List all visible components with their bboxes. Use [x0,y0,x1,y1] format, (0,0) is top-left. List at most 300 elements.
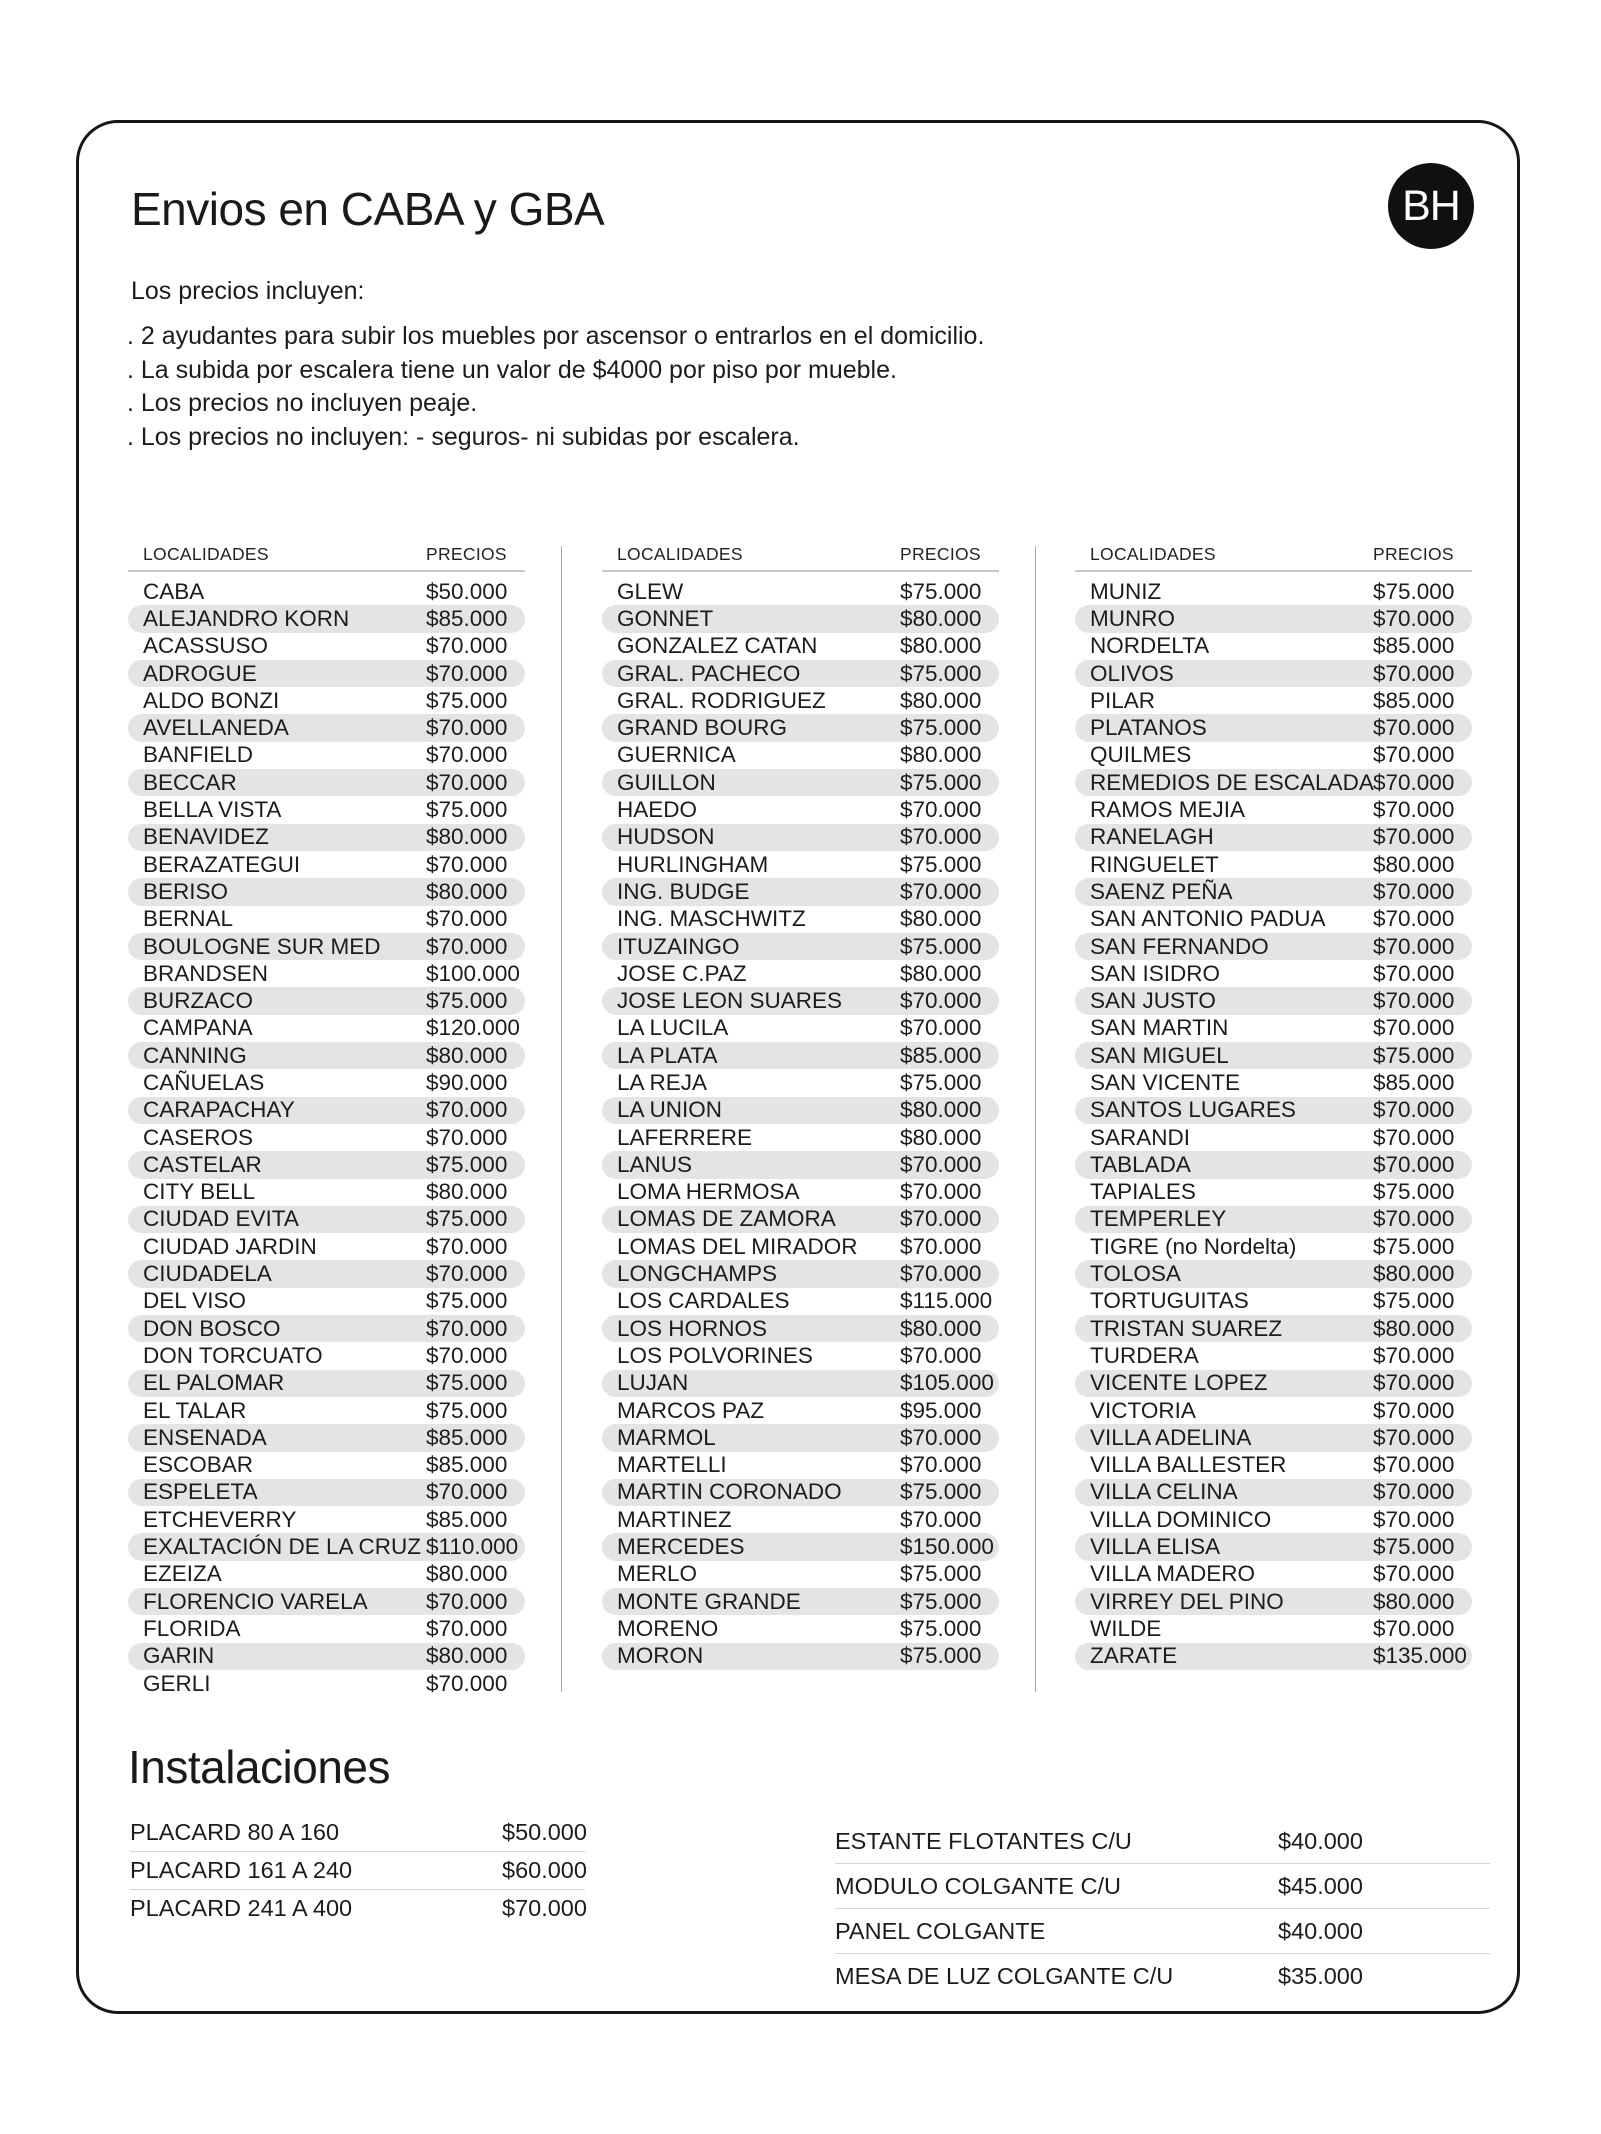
locality-name: LOS CARDALES [617,1288,790,1314]
locality-price: $70.000 [426,1233,508,1259]
locality-price: $85.000 [426,1506,508,1532]
price-row [1075,1233,1472,1260]
price-row [602,714,999,741]
price-rows [1075,578,1472,1670]
price-row [128,1533,525,1560]
locality-price: $80.000 [900,1097,982,1123]
installations-title: Instalaciones [128,1741,390,1793]
price-row [602,1015,999,1042]
locality-price: $80.000 [1373,1315,1455,1341]
locality-name: MORON [617,1643,704,1669]
locality-name: GUILLON [617,769,716,795]
locality-name: LONGCHAMPS [617,1261,778,1287]
price-row [128,1179,525,1206]
intro-bullet: . La subida por escalera tiene un valor de $4000 por piso por mueble. [127,355,897,384]
locality-name: SAN FERNANDO [1090,933,1269,959]
price-row [602,824,999,851]
price-row [1075,605,1472,632]
price-row [1075,1561,1472,1588]
locality-name: VIRREY DEL PINO [1090,1588,1284,1614]
locality-price: $75.000 [900,715,982,741]
locality-name: GERLI [143,1670,211,1696]
locality-price: $110.000 [426,1534,519,1560]
price-column-header [602,538,999,572]
locality-name: CARAPACHAY [143,1097,295,1123]
locality-price: $80.000 [426,1042,508,1068]
price-row [1075,1588,1472,1615]
price-row [128,1643,525,1670]
locality-price: $70.000 [900,1261,982,1287]
price-row [1075,933,1472,960]
locality-price: $70.000 [1373,906,1455,932]
installation-price: $50.000 [502,1819,587,1845]
locality-price: $75.000 [1373,1534,1455,1560]
price-row [602,1233,999,1260]
price-row [602,687,999,714]
locality-name: LOS HORNOS [617,1315,768,1341]
price-row [1075,742,1472,769]
locality-price: $80.000 [900,906,982,932]
locality-name: LOMAS DEL MIRADOR [617,1233,858,1259]
locality-price: $70.000 [1373,1615,1455,1641]
locality-price: $135.000 [1373,1643,1467,1669]
locality-price: $70.000 [1373,1097,1455,1123]
price-row [128,769,525,796]
locality-price: $80.000 [426,1561,508,1587]
locality-name: MERLO [617,1561,698,1587]
locality-price: $70.000 [900,988,982,1014]
price-row [602,1206,999,1233]
price-row [1075,824,1472,851]
price-row [128,1233,525,1260]
locality-name: EL PALOMAR [143,1370,285,1396]
installation-label: PANEL COLGANTE [835,1917,1046,1944]
locality-name: HURLINGHAM [617,851,769,877]
locality-price: $70.000 [426,1261,508,1287]
locality-price: $70.000 [1373,1151,1455,1177]
prices-header: PRECIOS [900,544,981,564]
price-row [128,1124,525,1151]
installation-label: PLACARD 80 A 160 [130,1819,340,1845]
locality-name: LOS POLVORINES [617,1342,813,1368]
price-row [1075,1506,1472,1533]
locality-price: $75.000 [900,1588,982,1614]
price-row [1075,796,1472,823]
locality-name: BELLA VISTA [143,797,282,823]
locality-name: MARTELLI [617,1452,727,1478]
price-row [1075,1615,1472,1642]
locality-name: LANUS [617,1151,693,1177]
locality-price: $70.000 [1373,1452,1455,1478]
price-row [1075,960,1472,987]
installation-row [130,1814,585,1852]
locality-name: SAN VICENTE [1090,1069,1241,1095]
installation-price: $40.000 [1278,1917,1363,1944]
price-row [128,742,525,769]
locality-name: CANNING [143,1042,247,1068]
price-row [602,1397,999,1424]
locality-name: NORDELTA [1090,633,1210,659]
locality-price: $75.000 [900,769,982,795]
price-row [1075,633,1472,660]
price-column-header [128,538,525,572]
intro-bullet: . Los precios no incluyen peaje. [127,389,478,417]
locality-price: $70.000 [1373,715,1455,741]
locality-price: $95.000 [900,1397,982,1423]
localities-header: LOCALIDADES [617,544,743,564]
locality-name: GUERNICA [617,742,736,768]
locality-name: LA REJA [617,1069,708,1095]
locality-price: $85.000 [1373,633,1455,659]
locality-price: $75.000 [426,1206,508,1232]
price-row [602,660,999,687]
locality-name: ZARATE [1090,1643,1178,1669]
locality-name: RINGUELET [1090,851,1219,877]
locality-price: $70.000 [1373,1397,1455,1423]
locality-name: LOMAS DE ZAMORA [617,1206,836,1232]
locality-name: RAMOS MEJIA [1090,797,1246,823]
price-row [128,1342,525,1369]
locality-name: FLORIDA [143,1615,241,1641]
price-row [1075,1452,1472,1479]
locality-price: $70.000 [1373,1424,1455,1450]
installation-label: PLACARD 161 A 240 [130,1857,353,1883]
localities-header: LOCALIDADES [1090,544,1216,564]
locality-name: HUDSON [617,824,715,850]
price-row [602,578,999,605]
price-row [128,1615,525,1642]
locality-name: TURDERA [1090,1342,1199,1368]
locality-name: MORENO [617,1615,719,1641]
locality-price: $85.000 [900,1042,982,1068]
locality-price: $50.000 [426,578,508,604]
price-column-3 [1075,538,1472,1670]
price-row [602,605,999,632]
price-row [128,1288,525,1315]
locality-name: SAN JUSTO [1090,988,1216,1014]
locality-price: $105.000 [900,1370,994,1396]
price-row [128,1479,525,1506]
locality-price: $80.000 [1373,1261,1455,1287]
price-row [128,605,525,632]
locality-name: VILLA ADELINA [1090,1424,1252,1450]
price-row [128,796,525,823]
locality-price: $70.000 [900,1206,982,1232]
installation-row [835,1819,1490,1864]
locality-price: $100.000 [426,960,520,986]
price-row [1075,987,1472,1014]
locality-price: $70.000 [426,1097,508,1123]
locality-price: $70.000 [1373,1561,1455,1587]
locality-name: HAEDO [617,797,698,823]
locality-name: MARCOS PAZ [617,1397,765,1423]
locality-name: AVELLANEDA [143,715,289,741]
installation-price: $35.000 [1278,1962,1363,1989]
locality-name: CABA [143,578,205,604]
locality-price: $120.000 [426,1015,520,1041]
installation-row [130,1890,585,1927]
locality-price: $80.000 [426,878,508,904]
locality-name: ESCOBAR [143,1452,254,1478]
price-row [128,824,525,851]
locality-name: SAENZ PEÑA [1090,878,1233,904]
price-row [128,1424,525,1451]
locality-price: $70.000 [1373,824,1455,850]
price-row [602,1260,999,1287]
locality-name: CIUDAD JARDIN [143,1233,317,1259]
installation-price: $45.000 [1278,1872,1363,1899]
locality-price: $75.000 [426,1151,508,1177]
locality-name: JOSE C.PAZ [617,960,747,986]
locality-price: $75.000 [426,687,508,713]
price-row [1075,878,1472,905]
price-row [602,906,999,933]
price-row [128,878,525,905]
locality-name: TORTUGUITAS [1090,1288,1249,1314]
locality-price: $70.000 [1373,960,1455,986]
locality-name: ACASSUSO [143,633,269,659]
locality-name: VILLA MADERO [1090,1561,1256,1587]
locality-name: GLEW [617,578,684,604]
locality-name: CAÑUELAS [143,1069,265,1095]
locality-name: VILLA DOMINICO [1090,1506,1272,1532]
locality-price: $70.000 [426,1615,508,1641]
intro-heading: Los precios incluyen: [131,277,365,305]
price-row [602,878,999,905]
locality-price: $75.000 [1373,1233,1455,1259]
price-row [602,1533,999,1560]
price-row [1075,1042,1472,1069]
locality-name: TRISTAN SUAREZ [1090,1315,1283,1341]
intro-bullets [127,320,984,454]
locality-name: DON TORCUATO [143,1342,323,1368]
locality-name: JOSE LEON SUARES [617,988,843,1014]
locality-name: LOMA HERMOSA [617,1179,800,1205]
locality-name: BRANDSEN [143,960,269,986]
locality-name: GRAL. PACHECO [617,660,801,686]
column-divider [561,546,562,1692]
price-row [1075,1643,1472,1670]
locality-name: RANELAGH [1090,824,1214,850]
locality-price: $85.000 [1373,1069,1455,1095]
installation-row [835,1954,1490,1998]
locality-price: $75.000 [900,578,982,604]
price-row [602,633,999,660]
price-row [1075,906,1472,933]
locality-price: $70.000 [1373,1206,1455,1232]
price-row [1075,1179,1472,1206]
locality-price: $80.000 [900,1315,982,1341]
locality-name: CITY BELL [143,1179,256,1205]
locality-name: VILLA ELISA [1090,1534,1221,1560]
price-row [128,1452,525,1479]
locality-name: PILAR [1090,687,1156,713]
installation-row [835,1909,1490,1954]
locality-name: TAPIALES [1090,1179,1196,1205]
price-row [128,1588,525,1615]
price-row [1075,1533,1472,1560]
price-row [602,1069,999,1096]
locality-name: MARTINEZ [617,1506,732,1532]
locality-price: $70.000 [900,1015,982,1041]
locality-price: $70.000 [426,1479,508,1505]
installations-right-table [835,1819,1490,1998]
locality-name: WILDE [1090,1615,1162,1641]
price-row [602,1588,999,1615]
locality-price: $85.000 [426,605,508,631]
locality-price: $75.000 [900,1615,982,1641]
price-row [128,660,525,687]
locality-price: $70.000 [900,878,982,904]
locality-name: VILLA BALLESTER [1090,1452,1287,1478]
locality-price: $70.000 [1373,797,1455,823]
locality-price: $75.000 [426,1288,508,1314]
locality-price: $70.000 [1373,1370,1455,1396]
price-row [602,933,999,960]
localities-header: LOCALIDADES [143,544,269,564]
price-row [128,960,525,987]
price-row [1075,1479,1472,1506]
price-row [128,851,525,878]
price-row [1075,1069,1472,1096]
locality-name: ITUZAINGO [617,933,740,959]
price-row [1075,1315,1472,1342]
price-row [1075,1097,1472,1124]
price-row [602,1643,999,1670]
locality-name: LA PLATA [617,1042,718,1068]
locality-name: QUILMES [1090,742,1192,768]
locality-name: BERISO [143,878,229,904]
price-row [128,687,525,714]
locality-name: TOLOSA [1090,1261,1181,1287]
locality-price: $70.000 [900,1342,982,1368]
price-row [128,578,525,605]
locality-price: $80.000 [426,824,508,850]
price-row [128,633,525,660]
installation-price: $70.000 [502,1895,587,1921]
locality-price: $115.000 [900,1288,993,1314]
bh-logo-text: BH [1402,181,1460,230]
locality-price: $75.000 [1373,1288,1455,1314]
locality-name: DEL VISO [143,1288,246,1314]
price-row [1075,714,1472,741]
locality-price: $80.000 [900,605,982,631]
locality-name: SARANDI [1090,1124,1191,1150]
locality-price: $80.000 [1373,1588,1455,1614]
locality-name: LA UNION [617,1097,723,1123]
locality-name: BANFIELD [143,742,254,768]
price-row [1075,1397,1472,1424]
locality-price: $70.000 [426,933,508,959]
bh-logo [1388,163,1474,249]
locality-price: $70.000 [1373,742,1455,768]
price-row [1075,578,1472,605]
locality-price: $85.000 [1373,687,1455,713]
locality-price: $70.000 [1373,988,1455,1014]
price-row [128,1206,525,1233]
price-row [1075,1288,1472,1315]
installations-left-table [130,1814,585,1927]
locality-price: $70.000 [900,1151,982,1177]
locality-name: PLATANOS [1090,715,1207,741]
locality-name: REMEDIOS DE ESCALADA [1090,769,1374,795]
locality-name: BECCAR [143,769,237,795]
price-row [1075,851,1472,878]
locality-name: SAN MARTIN [1090,1015,1229,1041]
locality-name: CIUDAD EVITA [143,1206,299,1232]
price-row [128,1370,525,1397]
price-row [128,1097,525,1124]
locality-price: $80.000 [900,687,982,713]
price-row [128,1670,525,1697]
locality-name: ADROGUE [143,660,257,686]
locality-price: $70.000 [1373,1342,1455,1368]
locality-price: $85.000 [426,1424,508,1450]
price-row [1075,1015,1472,1042]
locality-name: MARMOL [617,1424,716,1450]
locality-name: ENSENADA [143,1424,267,1450]
locality-name: EL TALAR [143,1397,247,1423]
locality-price: $70.000 [900,1452,982,1478]
locality-name: MONTE GRANDE [617,1588,801,1614]
locality-name: EXALTACIÓN DE LA CRUZ [143,1534,421,1560]
price-row [602,769,999,796]
locality-name: DON BOSCO [143,1315,281,1341]
locality-price: $70.000 [1373,1479,1455,1505]
locality-price: $70.000 [900,1179,982,1205]
locality-name: SAN ANTONIO PADUA [1090,906,1326,932]
locality-price: $70.000 [426,851,508,877]
locality-price: $80.000 [900,1124,982,1150]
locality-price: $80.000 [426,1179,508,1205]
locality-price: $70.000 [426,906,508,932]
locality-price: $80.000 [900,742,982,768]
locality-name: OLIVOS [1090,660,1174,686]
price-row [602,1097,999,1124]
price-row [128,1015,525,1042]
locality-price: $75.000 [900,1643,982,1669]
locality-price: $150.000 [900,1534,994,1560]
locality-name: GONNET [617,605,714,631]
price-row [602,1452,999,1479]
locality-price: $70.000 [900,1233,982,1259]
locality-price: $75.000 [426,988,508,1014]
locality-name: CIUDADELA [143,1261,272,1287]
locality-price: $70.000 [1373,605,1455,631]
locality-name: CAMPANA [143,1015,253,1041]
price-rows [602,578,999,1670]
price-row [602,1124,999,1151]
price-column-2 [602,538,999,1670]
locality-price: $80.000 [426,1643,508,1669]
locality-price: $70.000 [426,715,508,741]
locality-price: $75.000 [426,1397,508,1423]
locality-name: TABLADA [1090,1151,1191,1177]
locality-price: $70.000 [900,1506,982,1532]
locality-name: GARIN [143,1643,215,1669]
locality-price: $75.000 [900,933,982,959]
locality-name: MERCEDES [617,1534,745,1560]
locality-price: $75.000 [1373,1179,1455,1205]
price-row [602,1424,999,1451]
locality-name: ETCHEVERRY [143,1506,297,1532]
locality-price: $90.000 [426,1069,508,1095]
locality-price: $75.000 [900,1069,982,1095]
price-row [1075,1424,1472,1451]
price-row [602,1615,999,1642]
installation-label: MESA DE LUZ COLGANTE C/U [835,1962,1174,1989]
locality-price: $70.000 [1373,660,1455,686]
